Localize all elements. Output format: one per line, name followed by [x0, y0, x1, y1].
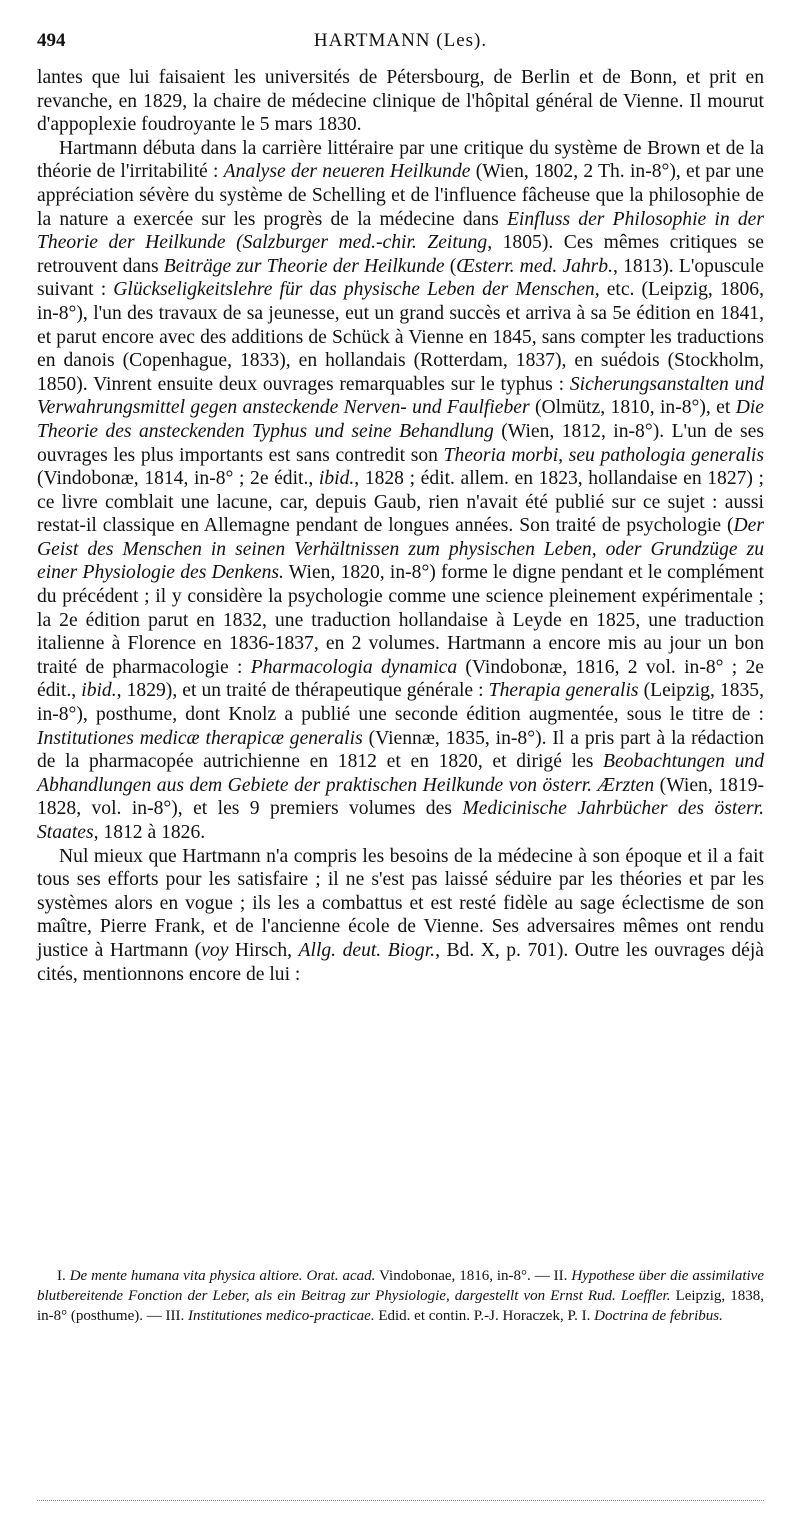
text-run: (Vindobonæ, 1814, in-8° ; 2e édit.,: [37, 468, 319, 490]
italic-title-run: Glückseligkeitslehre für das physische Leben der Menschen,: [113, 279, 600, 301]
text-run: , 1828 ; édit. allem. en 1823, hollandaise en 1827) ; ce livre comblait une lacune, car, depuis Gaub, rien n'avait été publié sur ce sujet : aussi restat-il classique en Allemagne pendant de longues années. Son traité de psychologie (: [37, 468, 764, 537]
italic-title-run: Beiträge zur Theorie der Heilkunde: [163, 255, 445, 277]
italic-title-run: voy: [201, 939, 229, 961]
paragraph-assessment: [37, 845, 764, 987]
italic-title-run: Der Geist des Menschen in seinen Verhältnissen zum physischen Leben, oder Grundzüge zu einer Physiologie des Denkens.: [37, 515, 764, 584]
paragraph-continued: [37, 66, 764, 137]
text-run: etc. (Leipzig, 1806, in-8°), l'un des travaux de sa jeunesse, eut un grand succès et arriva à sa 5e édition en 1841, et parut encore avec des additions de Schück à Vienne en 1845, sans compter les traductions en danois (Copenhague, 1833), en hollandais (Rotterdam, 1837), en suédois (Stockholm, 1850). Vinrent ensuite deux ouvrages remarquables sur le typhus :: [37, 279, 764, 395]
bottom-dotted-rule: [37, 1500, 764, 1501]
text-run: lantes que lui faisaient les universités de Pétersbourg, de Berlin et de Bonn, et prit en revanche, en 1829, la chaire de médecine clinique de l'hôpital général de Vienne. Il mourut d'appoplexie foudroyante le 5 mars 1830.: [37, 67, 764, 136]
footnote-works-list: [37, 1266, 764, 1327]
text-run: Hirsch,: [228, 939, 299, 961]
italic-title-run: ibid.: [318, 468, 355, 490]
italic-title-run: Die Theorie des ansteckenden Typhus und seine Behandlung: [37, 397, 764, 442]
text-run: , 1812 à 1826.: [93, 822, 206, 843]
text-run: I.: [57, 1268, 70, 1284]
italic-title-run: Beobachtungen und Abhandlungen aus dem Gebiete der praktischen Heilkunde von österr. Ærzten: [37, 751, 764, 796]
text-run: (Leipzig, 1835, in-8°), posthume, dont Knolz a publié une seconde édition augmentée, sous le titre de :: [37, 680, 765, 726]
running-head: [37, 30, 764, 56]
italic-title-run: Theoria morbi, seu pathologia generalis: [443, 444, 765, 466]
text-run: , 1829), et un traité de thérapeutique générale :: [116, 680, 489, 702]
running-title: HARTMANN (Les).: [313, 30, 488, 51]
text-run: (Olmütz, 1810, in-8°), et: [529, 397, 736, 419]
text-run: Edid. et contin. P.-J. Horaczek, P. I.: [374, 1308, 595, 1325]
text-run: Hartmann débuta dans la carrière littéraire par une critique du système de Brown et de la théorie de l'irritabilité :: [37, 137, 764, 183]
italic-title-run: Therapia generalis: [488, 680, 639, 702]
paragraph-career: [37, 137, 764, 845]
text-run: (Wien, 1802, 2 Th. in-8°), et par une appréciation sévère du système de Schelling et de l'influence fâcheuse que la philosophie de la nature a exercée sur les progrès de la médecine dans: [37, 161, 764, 230]
italic-title-run: Analyse der neueren Heilkunde: [223, 161, 471, 183]
italic-title-run: Doctrina de febribus.: [594, 1308, 723, 1325]
italic-title-run: Institutiones medicæ therapicæ generalis: [37, 727, 363, 749]
italic-title-run: Institutiones medico-practicae.: [187, 1308, 375, 1325]
page-number: 494: [37, 30, 66, 51]
italic-title-run: ibid.: [81, 680, 117, 702]
text-run: (Vindobonæ, 1816, 2 vol. in-8° ; 2e édit.,: [37, 656, 764, 702]
text-run: (: [444, 255, 457, 277]
text-run: Nul mieux que Hartmann n'a compris les besoins de la médecine à son époque et il a fait tous ses efforts pour les satisfaire ; il ne s'est pas laissé séduire par les théories et par les systèmes alors en vogue ; ils les a combattus et est resté fidèle au sage éclectisme de son maître, Pierre Frank, et de l'ancienne école de Vienne. Ses adversaires mêmes ont rendu justice à Hartmann (: [37, 845, 764, 961]
body-text: [37, 66, 764, 986]
text-run: (Wien, 1819-1828, vol. in-8°), et les 9 premiers volumes des: [37, 774, 764, 820]
italic-title-run: De mente humana vita physica altiore. Orat. acad.: [69, 1268, 376, 1284]
italic-title-run: Œsterr. med. Jahrb.: [456, 255, 613, 277]
text-run: 1805). Ces mêmes critiques se retrouvent dans: [37, 232, 764, 277]
italic-title-run: Allg. deut. Biogr.: [298, 939, 436, 961]
text-run: Vindobonae, 1816, in-8°. — II.: [375, 1268, 572, 1284]
text-run: Leipzig, 1838, in-8° (posthume). — III.: [37, 1288, 764, 1325]
italic-title-run: Hypothese über die assimilative blutbereitende Fonction der Leber, als ein Beitrag zur Physiologie, dargestellt von Ernst Rud. Loeffler.: [37, 1268, 764, 1305]
italic-title-run: Sicherungsanstalten und Verwahrungsmittel gegen ansteckende Nerven- und Faulfieber: [37, 373, 765, 419]
italic-title-run: Einfluss der Philosophie in der Theorie der Heilkunde (Salzburger med.-chir. Zeitung,: [37, 208, 764, 254]
text-run: Wien, 1820, in-8°) forme le digne pendant et le complément du précédent ; il y considère la psychologie comme une science pleinement expérimentale ; la 2e édition parut en 1832, une traduction hollandaise à Leyde en 1825, une traduction italienne à Florence en 1836-1837, en 2 volumes. Hartmann a encore mis au jour un bon traité de pharmacologie :: [37, 562, 764, 678]
italic-title-run: Pharmacologia dynamica: [250, 656, 458, 678]
text-run: (Wien, 1812, in-8°). L'un de ses ouvrages les plus importants est sans contredit son: [37, 420, 764, 466]
text-run: , Bd. X, p. 701). Outre les ouvrages déjà cités, mentionnons encore de lui :: [37, 939, 764, 985]
text-run: , 1813). L'opuscule suivant :: [37, 255, 764, 301]
text-run: (Viennæ, 1835, in-8°). Il a pris part à la rédaction de la pharmacopée autrichienne en 1812 et en 1820, et dirigé les: [37, 727, 764, 773]
italic-title-run: Medicinische Jahrbücher des österr. Staates: [37, 798, 764, 843]
